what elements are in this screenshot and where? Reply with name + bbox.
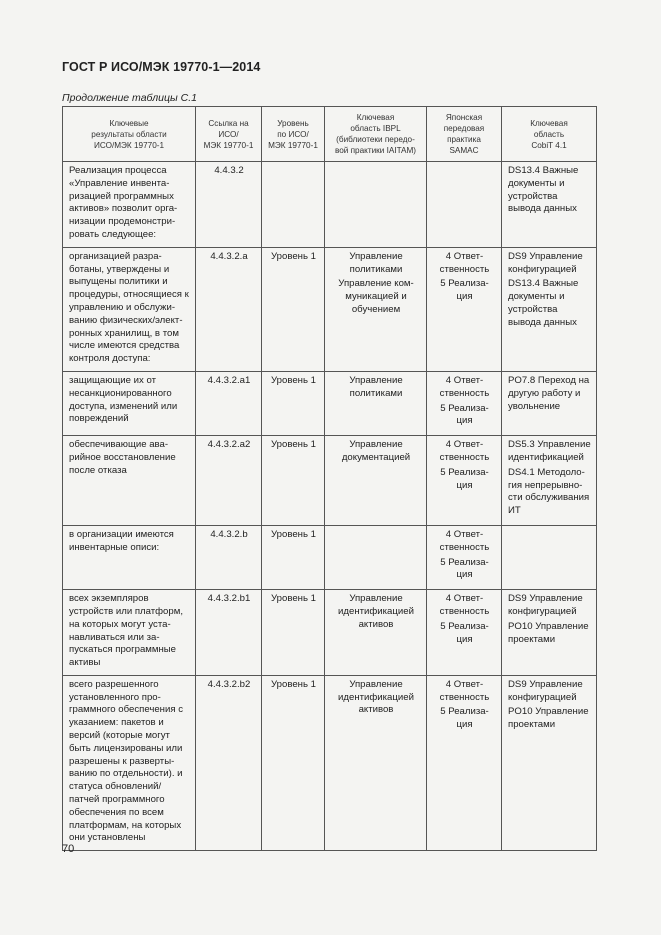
cell-level: Уровень 1 (262, 247, 325, 371)
cell-result: всего разрешенного установленного про-граммного обеспечения с указанием: пакетов и версий (которые могут быть лицензированы или разрешены к разверты-ванию по отдельности). и статуса обновлений/ патчей программного обеспечения по всем платформам, на которых они установлены (63, 675, 196, 850)
cell-level: Уровень 1 (262, 371, 325, 435)
header-line: CobiT 4.1 (531, 140, 567, 150)
table-row (63, 675, 597, 850)
header-level (262, 107, 325, 162)
cell-ibpl (325, 525, 427, 589)
page-number: 70 (62, 843, 75, 855)
header-line: (библиотеки передо- (336, 135, 415, 144)
cell-samac-entry: 5 Реализа-ция (440, 466, 489, 491)
cell-samac (427, 162, 502, 248)
cell-result: обеспечивающие ава-рийное восстановление после отказа (63, 436, 196, 526)
cell-reference: 4.4.3.2.b1 (196, 590, 262, 676)
cell-samac-entry: 4 Ответ-ственность (439, 250, 490, 275)
header-line: по ИСО/ (277, 129, 309, 139)
header-cobit-area (502, 107, 597, 162)
header-line: Ключевая (356, 113, 395, 122)
cell-samac-entry: 5 Реализа-ция (440, 620, 489, 645)
cell-level: Уровень 1 (262, 436, 325, 526)
cell-reference: 4.4.3.2.a (196, 247, 262, 371)
cell-ibpl (325, 590, 427, 676)
cell-samac-entry: 5 Реализа-ция (440, 402, 489, 427)
cell-samac-entry: 4 Ответ-ственность (439, 593, 490, 617)
table-row (63, 162, 597, 248)
cell-cobit (502, 525, 597, 589)
cell-ibpl-entry: Управление документацией (341, 439, 411, 463)
cell-ibpl (325, 371, 427, 435)
cell-ibpl-entry: Управление политиками (349, 250, 403, 275)
cell-samac-entry: 4 Ответ-ственность (439, 678, 490, 703)
cell-level (262, 162, 325, 248)
cell-samac (427, 675, 502, 850)
cell-reference: 4.4.3.2.b2 (196, 675, 262, 850)
cell-ibpl-entry: Управление политиками (349, 374, 403, 399)
header-ibpl-area (325, 107, 427, 162)
cell-samac (427, 371, 502, 435)
cell-cobit (502, 247, 597, 371)
header-samac (427, 107, 502, 162)
cell-samac-entry: 5 Реализа-ция (440, 556, 489, 581)
cell-ibpl-entry: Управление ком-муникацией и обучением (338, 278, 414, 315)
cell-cobit-entry: DS9 Управление конфигурацией (508, 678, 583, 703)
header-line: результаты области (91, 129, 167, 139)
header-key-results (63, 107, 196, 162)
header-line: Ссылка на (208, 118, 249, 128)
header-line: область (533, 129, 565, 139)
cell-level: Уровень 1 (262, 675, 325, 850)
header-line: МЭК 19770-1 (268, 140, 318, 150)
cell-result: защищающие их от несанкционированного доступа, изменений или повреждений (63, 371, 196, 435)
cell-samac (427, 525, 502, 589)
cell-ibpl-entry: Управление идентификацией активов (338, 593, 414, 630)
cell-samac (427, 590, 502, 676)
cell-reference: 4.4.3.2.a2 (196, 436, 262, 526)
cell-cobit-entry: PO10 Управление проектами (508, 706, 589, 731)
table-row (63, 436, 597, 526)
cell-samac-entry: 4 Ответ-ственность (439, 374, 490, 399)
cell-cobit (502, 590, 597, 676)
header-line: Ключевая (530, 118, 568, 128)
cell-ibpl (325, 162, 427, 248)
cell-cobit-entry: PO7.8 Переход на другую работу и увольнение (508, 374, 590, 412)
table-row (63, 371, 597, 435)
header-line: вой практики IAITAM) (334, 146, 417, 155)
header-line: Японская (445, 113, 483, 122)
header-line: МЭК 19770-1 (203, 140, 254, 150)
cell-ibpl-entry: Управление идентификацией активов (338, 678, 414, 716)
cell-result: всех экземпляров устройств или платформ, на которых могут уста-навливаться или за-пускаться программные активы (63, 590, 196, 676)
cell-ibpl (325, 436, 427, 526)
table-caption: Продолжение таблицы С.1 (62, 92, 197, 104)
cell-cobit-entry: DS5.3 Управление идентификацией (508, 439, 591, 463)
header-reference (196, 107, 262, 162)
cell-reference: 4.4.3.2 (196, 162, 262, 248)
cell-ibpl (325, 675, 427, 850)
cell-samac-entry: 4 Ответ-ственность (439, 439, 490, 463)
table-header-row (63, 107, 597, 162)
cell-cobit (502, 162, 597, 248)
cell-samac-entry: 5 Реализа-ция (440, 278, 489, 303)
cell-samac-entry: 5 Реализа-ция (440, 706, 489, 731)
table-body (63, 162, 597, 851)
cell-cobit (502, 371, 597, 435)
header-line: Ключевые (109, 118, 149, 128)
document-header: ГОСТ Р ИСО/МЭК 19770-1—2014 (62, 60, 261, 74)
cell-cobit-entry: DS9 Управление конфигурацией (508, 593, 583, 617)
cell-cobit (502, 675, 597, 850)
table-row (63, 590, 597, 676)
cell-level: Уровень 1 (262, 590, 325, 676)
header-line: практика (447, 135, 481, 144)
header-line: передовая (443, 124, 485, 133)
header-line: ИСО/ (218, 129, 239, 139)
cell-cobit (502, 436, 597, 526)
header-line: Уровень (277, 118, 309, 128)
cell-cobit-entry: DS13.4 Важные документы и устройства вывода данных (508, 278, 579, 328)
header-line: SAMAC (449, 146, 479, 155)
cell-cobit-entry: DS13.4 Важные документы и устройства вывода данных (508, 165, 579, 215)
cell-samac (427, 436, 502, 526)
table-row (63, 247, 597, 371)
cell-cobit-entry: DS4.1 Методоло-гия непрерывно-сти обслуживания ИТ (508, 466, 590, 517)
cell-reference: 4.4.3.2.b (196, 525, 262, 589)
cell-ibpl (325, 247, 427, 371)
comparison-table (62, 106, 597, 851)
cell-result: организацией разра-ботаны, утверждены и выпущены политики и процедуры, относящиеся к управлению и обслужи-ванию физических/элект-ронных хранилищ, в том числе имеются средства контроля доступа: (63, 247, 196, 371)
cell-level: Уровень 1 (262, 525, 325, 589)
cell-samac-entry: 4 Ответ-ственность (439, 528, 490, 553)
cell-samac (427, 247, 502, 371)
header-line: область IBPL (350, 124, 401, 133)
cell-cobit-entry: DS9 Управление конфигурацией (508, 250, 583, 275)
cell-cobit-entry: PO10 Управление проектами (508, 620, 589, 645)
cell-reference: 4.4.3.2.a1 (196, 371, 262, 435)
cell-result: в организации имеются инвентарные описи: (63, 525, 196, 589)
cell-result: Реализация процесса «Управление инвента-ризацией программных активов» позволит орга-низации продемонстри-ровать следующее: (63, 162, 196, 248)
table-row (63, 525, 597, 589)
header-line: ИСО/МЭК 19770-1 (93, 140, 165, 150)
